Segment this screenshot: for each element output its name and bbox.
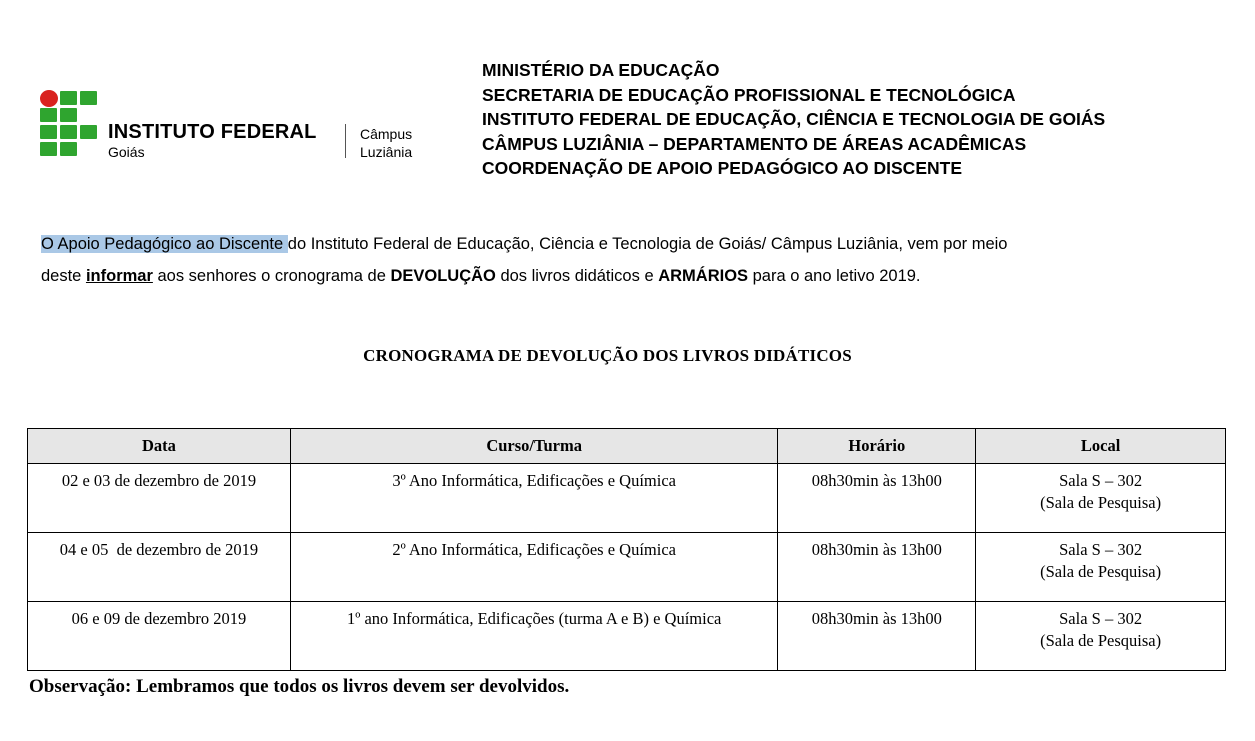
schedule-title: CRONOGRAMA DE DEVOLUÇÃO DOS LIVROS DIDÁTICOS: [363, 346, 852, 365]
local-room: Sala S – 302: [1059, 540, 1143, 559]
cell-data: 04 e 05 de dezembro de 2019: [28, 533, 291, 602]
cell-local: [976, 533, 1226, 602]
cell-curso: 3º Ano Informática, Edificações e Química: [290, 464, 777, 533]
column-header-data: Data: [28, 429, 291, 464]
schedule-table: [27, 428, 1226, 671]
intro-text: deste: [41, 267, 86, 285]
cell-data: 02 e 03 de dezembro de 2019: [28, 464, 291, 533]
table-row: [28, 533, 1226, 602]
letterhead-line: MINISTÉRIO DA EDUCAÇÃO: [482, 60, 720, 80]
letterhead-line: COORDENAÇÃO DE APOIO PEDAGÓGICO AO DISCENTE: [482, 158, 962, 178]
intro-paragraph: [41, 228, 1221, 292]
cell-horario: 08h30min às 13h00: [778, 602, 976, 671]
cell-curso: 2º Ano Informática, Edificações e Química: [290, 533, 777, 602]
column-header-horario: Horário: [778, 429, 976, 464]
logo-state: Goiás: [108, 144, 145, 160]
logo-campus-city: Luziânia: [360, 144, 413, 160]
letterhead-line: SECRETARIA DE EDUCAÇÃO PROFISSIONAL E TECNOLÓGICA: [482, 84, 1016, 105]
intro-text: aos senhores o cronograma de: [152, 267, 391, 285]
letterhead: [482, 58, 1105, 181]
logo-divider: [345, 124, 346, 158]
local-room-desc: (Sala de Pesquisa): [1040, 631, 1162, 650]
logo-institute-name: INSTITUTO FEDERAL: [108, 121, 317, 143]
logo-campus-label: Câmpus: [360, 126, 413, 142]
table-row: [28, 602, 1226, 671]
column-header-local: Local: [976, 429, 1226, 464]
cell-local: [976, 464, 1226, 533]
intro-text: para o ano letivo 2019.: [748, 267, 921, 285]
column-header-curso: Curso/Turma: [290, 429, 777, 464]
cell-horario: 08h30min às 13h00: [778, 464, 976, 533]
cell-curso: 1º ano Informática, Edificações (turma A e B) e Química: [290, 602, 777, 671]
table-header-row: [28, 429, 1226, 464]
devolucao-emphasis: DEVOLUÇÃO: [390, 267, 496, 285]
cell-horario: 08h30min às 13h00: [778, 533, 976, 602]
local-room-desc: (Sala de Pesquisa): [1040, 562, 1162, 581]
observation-note: Observação: Lembramos que todos os livros devem ser devolvidos.: [29, 676, 570, 697]
table-row: [28, 464, 1226, 533]
selected-text[interactable]: O Apoio Pedagógico ao Discente: [41, 235, 288, 253]
cell-data: 06 e 09 de dezembro 2019: [28, 602, 291, 671]
letterhead-line: INSTITUTO FEDERAL DE EDUCAÇÃO, CIÊNCIA E TECNOLOGIA DE GOIÁS: [482, 109, 1106, 129]
informar-emphasis: informar: [85, 267, 153, 285]
local-room: Sala S – 302: [1059, 609, 1143, 628]
institute-logo: [40, 90, 440, 160]
local-room-desc: (Sala de Pesquisa): [1040, 493, 1162, 512]
logo-mark-icon: [40, 90, 100, 160]
intro-text: do Instituto Federal de Educação, Ciência e Tecnologia de Goiás/ Câmpus Luziânia, vem por meio: [287, 235, 1008, 253]
intro-text: dos livros didáticos e: [495, 267, 659, 285]
cell-local: [976, 602, 1226, 671]
letterhead-line: CÂMPUS LUZIÂNIA – DEPARTAMENTO DE ÁREAS ACADÊMICAS: [482, 133, 1027, 154]
armarios-emphasis: ARMÁRIOS: [658, 267, 749, 285]
local-room: Sala S – 302: [1059, 471, 1143, 490]
